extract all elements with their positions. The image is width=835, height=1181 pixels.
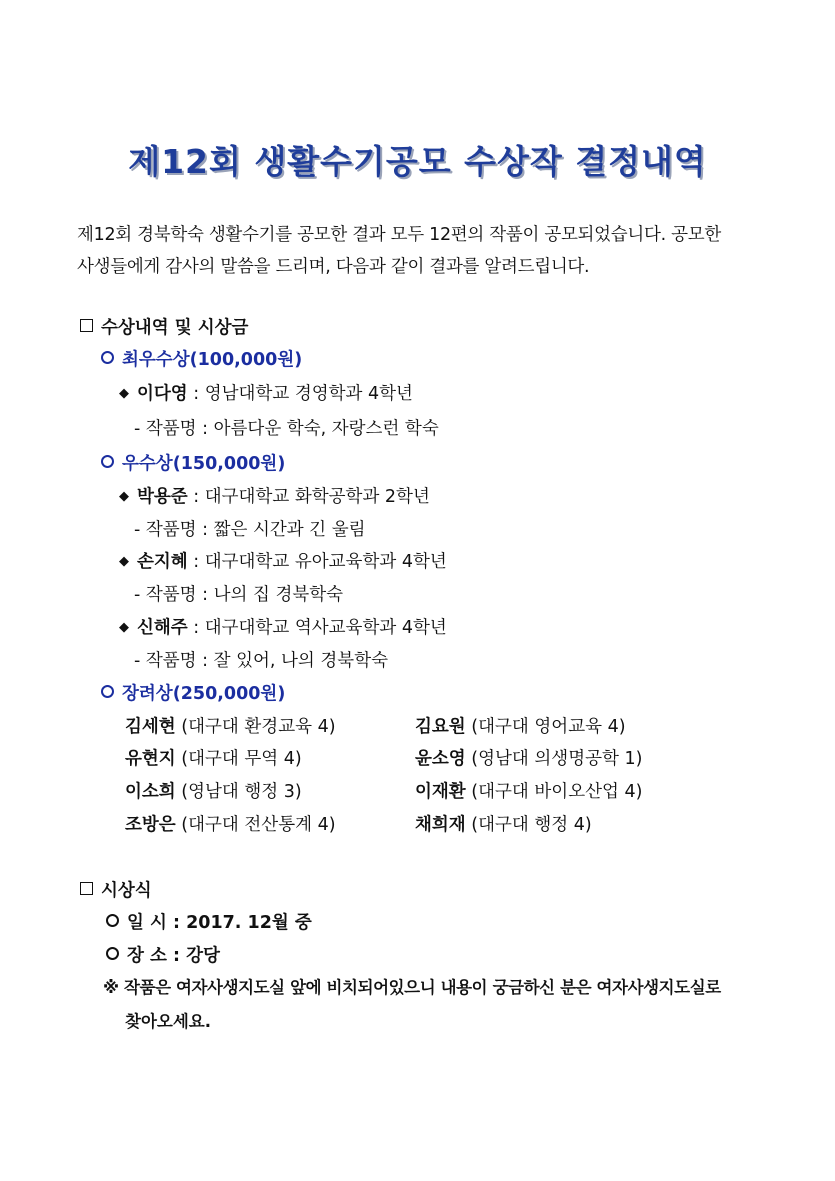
encouragement-winner: [415, 745, 642, 770]
winner-info: : 대구대학교 화학공학과 2학년: [187, 487, 430, 507]
circle-bullet-icon: [101, 351, 114, 364]
intro-line-1: 제12회 경북학숙 생활수기를 공모한 결과 모두 12편의 작품이 공모되었습니다. 공모한: [77, 225, 721, 245]
intro-paragraph: [77, 219, 767, 283]
encouragement-winner: [415, 778, 642, 803]
award-excellence-label: 우수상(150,000원): [122, 454, 286, 474]
diamond-bullet-icon: ◆: [119, 620, 129, 635]
winner-info: (영남대 행정 3): [175, 782, 302, 802]
winner-name: 신해주: [137, 618, 188, 638]
winner-info: : 대구대학교 유아교육학과 4학년: [187, 552, 447, 572]
section-heading-awards: [80, 314, 248, 339]
winner-info: (대구대 전산통계 4): [175, 815, 336, 835]
winner-info: (대구대 바이오산업 4): [465, 782, 643, 802]
winner-name: 손지혜: [137, 552, 188, 572]
winner-name: 유현지: [125, 749, 176, 769]
award-excellence-heading: [101, 450, 285, 475]
winner-name: 김세현: [125, 717, 176, 737]
encouragement-winner: [125, 811, 336, 836]
winner-info: (영남대 의생명공학 1): [465, 749, 643, 769]
winner-name: 이재환: [415, 782, 466, 802]
winner-work: - 작품명 : 아름다운 학숙, 자랑스런 학숙: [134, 419, 439, 439]
intro-line-2: 사생들에게 감사의 말씀을 드리며, 다음과 같이 결과를 알려드립니다.: [77, 257, 590, 277]
winner-work: - 작품명 : 잘 있어, 나의 경북학숙: [134, 651, 389, 671]
circle-bullet-icon: [101, 685, 114, 698]
award-grand-label: 최우수상(100,000원): [122, 350, 303, 370]
encouragement-winner: [415, 713, 626, 738]
ceremony-place-text: 장 소 : 강당: [127, 946, 220, 966]
winner-info: (대구대 무역 4): [175, 749, 302, 769]
winner-entry: [119, 380, 413, 405]
page-title: 제12회 생활수기공모 수상작 결정내역: [128, 142, 707, 181]
checkbox-square-icon: [80, 882, 93, 895]
circle-bullet-icon: [106, 914, 119, 927]
winner-name: 이다영: [137, 384, 188, 404]
section-heading-ceremony: [80, 877, 152, 902]
award-grand-heading: [101, 346, 302, 371]
note-line-1: ※ 작품은 여자사생지도실 앞에 비치되어있으니 내용이 궁금하신 분은 여자사생지도실로: [103, 978, 721, 997]
winner-name: 이소희: [125, 782, 176, 802]
checkbox-square-icon: [80, 319, 93, 332]
circle-bullet-icon: [106, 947, 119, 960]
encouragement-winner: [125, 713, 336, 738]
section-heading-awards-label: 수상내역 및 시상금: [101, 318, 249, 338]
winner-name: 채희재: [415, 815, 466, 835]
diamond-bullet-icon: ◆: [119, 386, 129, 401]
winner-name: 박용준: [137, 487, 188, 507]
winner-info: (대구대 환경교육 4): [175, 717, 336, 737]
encouragement-winner: [125, 745, 302, 770]
winner-name: 조방은: [125, 815, 176, 835]
section-heading-ceremony-label: 시상식: [101, 881, 152, 901]
ceremony-date-text: 일 시 : 2017. 12월 중: [127, 913, 312, 933]
note-line-2: 찾아오세요.: [125, 1012, 211, 1031]
award-encouragement-heading: [101, 680, 285, 705]
winner-info: (대구대 영어교육 4): [465, 717, 626, 737]
winner-work: - 작품명 : 나의 집 경북학숙: [134, 585, 344, 605]
winner-entry: [119, 614, 447, 639]
diamond-bullet-icon: ◆: [119, 489, 129, 504]
ceremony-date: [106, 909, 312, 934]
winner-entry: [119, 548, 447, 573]
winner-entry: [119, 483, 430, 508]
winner-name: 윤소영: [415, 749, 466, 769]
winner-info: : 영남대학교 경영학과 4학년: [187, 384, 413, 404]
winner-name: 김요원: [415, 717, 466, 737]
encouragement-winner: [125, 778, 302, 803]
winner-work: - 작품명 : 짧은 시간과 긴 울림: [134, 520, 366, 540]
encouragement-winner: [415, 811, 592, 836]
winner-info: : 대구대학교 역사교육학과 4학년: [187, 618, 447, 638]
ceremony-place: [106, 942, 220, 967]
diamond-bullet-icon: ◆: [119, 554, 129, 569]
award-encouragement-label: 장려상(250,000원): [122, 684, 286, 704]
circle-bullet-icon: [101, 455, 114, 468]
winner-info: (대구대 행정 4): [465, 815, 592, 835]
